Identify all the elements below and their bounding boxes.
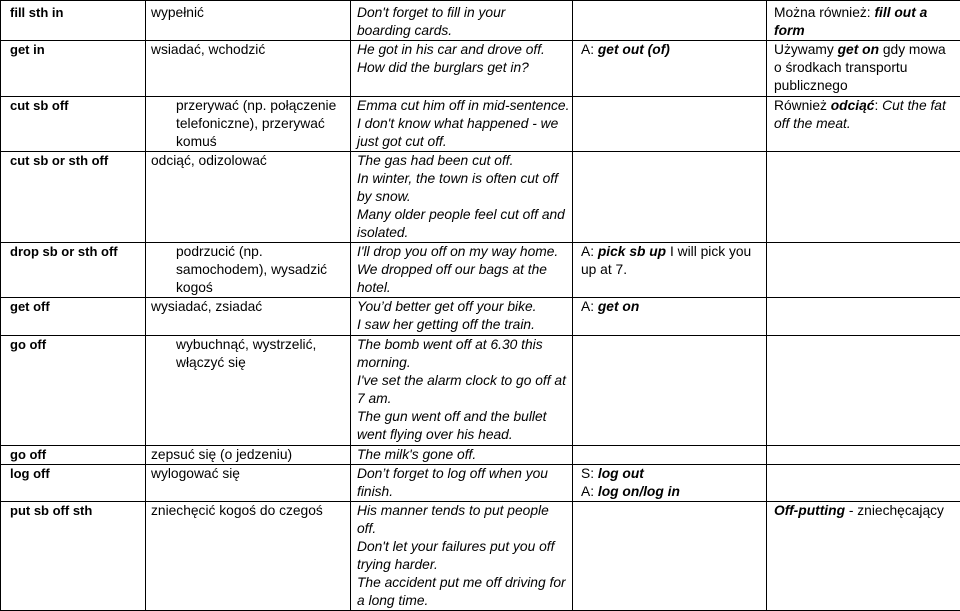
note-after: : — [874, 98, 882, 113]
phrasal-verb: drop sb or sth off — [10, 244, 118, 259]
note-cell — [767, 243, 960, 298]
examples-cell — [351, 243, 573, 298]
related-entry — [581, 298, 764, 316]
translation-cell — [146, 465, 351, 502]
example-sentence: We dropped off our bags at the hotel. — [357, 261, 570, 297]
related-after: I will pick you up at 7. — [581, 244, 751, 277]
translation: odciąć, odizolować — [151, 153, 267, 168]
note — [774, 97, 958, 133]
related-entry — [581, 41, 764, 59]
example-sentence: You’d better get off your bike. — [357, 298, 570, 316]
phrasal-verb: go off — [10, 447, 46, 462]
related-label: A: — [581, 484, 598, 499]
translation: zniechęcić kogoś do czegoś — [151, 503, 323, 518]
table-row — [1, 41, 960, 97]
note-cell — [767, 1, 960, 41]
related-cell — [573, 446, 767, 465]
related-label: A: — [581, 42, 598, 57]
phrasal-verb-cell — [1, 298, 146, 336]
related-cell — [573, 97, 767, 152]
note-cell — [767, 336, 960, 446]
phrasal-verb-cell — [1, 97, 146, 152]
translation: wsiadać, wchodzić — [151, 42, 265, 57]
example-sentence: The gas had been cut off. — [357, 152, 570, 170]
note-cell — [767, 298, 960, 336]
related-cell — [573, 465, 767, 502]
examples-cell — [351, 336, 573, 446]
table-row — [1, 298, 960, 336]
example-sentence: I saw her getting off the train. — [357, 316, 570, 334]
phrasal-verb: get off — [10, 299, 50, 314]
example-sentence: The accident put me off driving for a long time. — [357, 574, 570, 610]
note-after: - zniechęcający — [845, 503, 944, 518]
note-text: Używamy — [774, 42, 838, 57]
related-cell — [573, 336, 767, 446]
phrasal-verb: put sb off sth — [10, 503, 92, 518]
translation: przerywać (np. połączenie telefoniczne), przerywać komuś — [176, 98, 336, 149]
examples-cell — [351, 41, 573, 97]
example-sentence: I don't know what happened - we just got cut off. — [357, 115, 570, 151]
note-term: fill out a form — [774, 5, 927, 38]
translation-cell — [146, 298, 351, 336]
examples-cell — [351, 465, 573, 502]
table-row — [1, 446, 960, 465]
related-entry — [581, 465, 764, 483]
examples-cell — [351, 97, 573, 152]
related-label: A: — [581, 299, 598, 314]
note-cell — [767, 446, 960, 465]
translation-cell — [146, 336, 351, 446]
example-sentence: Don’t forget to log off when you finish. — [357, 465, 570, 501]
phrasal-verb-cell — [1, 465, 146, 502]
note-cell — [767, 502, 960, 611]
translation: wybuchnąć, wystrzelić, włączyć się — [176, 337, 316, 370]
related-term: get on — [598, 299, 639, 314]
related-cell — [573, 1, 767, 41]
related-term: get out (of) — [598, 42, 670, 57]
note-after: gdy mowa o środkach transportu publicznego — [774, 42, 946, 93]
example-sentence: The bomb went off at 6.30 this morning. — [357, 336, 570, 372]
related-term: pick sb up — [598, 244, 666, 259]
translation-cell — [146, 97, 351, 152]
note-cell — [767, 465, 960, 502]
translation: wylogować się — [151, 466, 240, 481]
example-sentence: I've set the alarm clock to go off at 7 am. — [357, 372, 570, 408]
note — [774, 4, 958, 40]
translation-cell — [146, 502, 351, 611]
related-term: log out — [598, 466, 644, 481]
example-sentence: He got in his car and drove off. — [357, 41, 570, 59]
translation: podrzucić (np. samochodem), wysadzić kogoś — [176, 244, 327, 295]
example-sentence: How did the burglars get in? — [357, 59, 570, 77]
table-row — [1, 502, 960, 611]
phrasal-verb: fill sth in — [10, 5, 63, 20]
note-term: odciąć — [831, 98, 875, 113]
translation: wypełnić — [151, 5, 204, 20]
phrasal-verb: cut sb off — [10, 98, 69, 113]
related-cell — [573, 502, 767, 611]
table-row — [1, 97, 960, 152]
note-cell — [767, 41, 960, 97]
related-term: log on/log in — [598, 484, 680, 499]
table-row — [1, 152, 960, 243]
phrasal-verb-cell — [1, 502, 146, 611]
table-row — [1, 1, 960, 41]
translation: zepsuć się (o jedzeniu) — [151, 447, 292, 462]
translation-cell — [146, 1, 351, 41]
note-term: get on — [838, 42, 879, 57]
note-text: Również — [774, 98, 831, 113]
related-label: A: — [581, 244, 598, 259]
examples-cell — [351, 152, 573, 243]
phrasal-verb-cell — [1, 446, 146, 465]
phrasal-verb-cell — [1, 41, 146, 97]
example-sentence: In winter, the town is often cut off by snow. — [357, 170, 570, 206]
phrasal-verb: get in — [10, 42, 45, 57]
note-term: Off-putting — [774, 503, 845, 518]
example-sentence: Many older people feel cut off and isolated. — [357, 206, 570, 242]
example-sentence: Don't let your failures put you off trying harder. — [357, 538, 570, 574]
translation-cell — [146, 243, 351, 298]
phrasal-verb-cell — [1, 336, 146, 446]
phrasal-verb-cell — [1, 1, 146, 41]
examples-cell — [351, 502, 573, 611]
related-cell — [573, 152, 767, 243]
related-label: S: — [581, 466, 598, 481]
phrasal-verb: cut sb or sth off — [10, 153, 108, 168]
related-cell — [573, 298, 767, 336]
note-cell — [767, 152, 960, 243]
example-sentence: The milk's gone off. — [357, 446, 570, 464]
example-sentence: His manner tends to put people off. — [357, 502, 570, 538]
example-sentence: The gun went off and the bullet went flying over his head. — [357, 408, 570, 444]
related-entry — [581, 243, 764, 279]
translation-cell — [146, 446, 351, 465]
table-row — [1, 465, 960, 502]
phrasal-verb: go off — [10, 337, 46, 352]
examples-cell — [351, 1, 573, 41]
examples-cell — [351, 446, 573, 465]
translation: wysiadać, zsiadać — [151, 299, 262, 314]
table-row — [1, 243, 960, 298]
note — [774, 502, 958, 520]
note-text: Można również: — [774, 5, 874, 20]
table-row — [1, 336, 960, 446]
translation-cell — [146, 41, 351, 97]
example-sentence: I'll drop you off on my way home. — [357, 243, 570, 261]
related-cell — [573, 41, 767, 97]
related-entry — [581, 483, 764, 501]
note-example: Cut the fat off the meat. — [774, 98, 946, 131]
note — [774, 41, 958, 95]
phrasal-verb-cell — [1, 152, 146, 243]
example-sentence: Emma cut him off in mid-sentence. — [357, 97, 570, 115]
translation-cell — [146, 152, 351, 243]
examples-cell — [351, 298, 573, 336]
note-cell — [767, 97, 960, 152]
related-cell — [573, 243, 767, 298]
phrasal-verb-cell — [1, 243, 146, 298]
example-sentence: Don't forget to fill in your boarding cards. — [357, 4, 570, 40]
phrasal-verb: log off — [10, 466, 50, 481]
